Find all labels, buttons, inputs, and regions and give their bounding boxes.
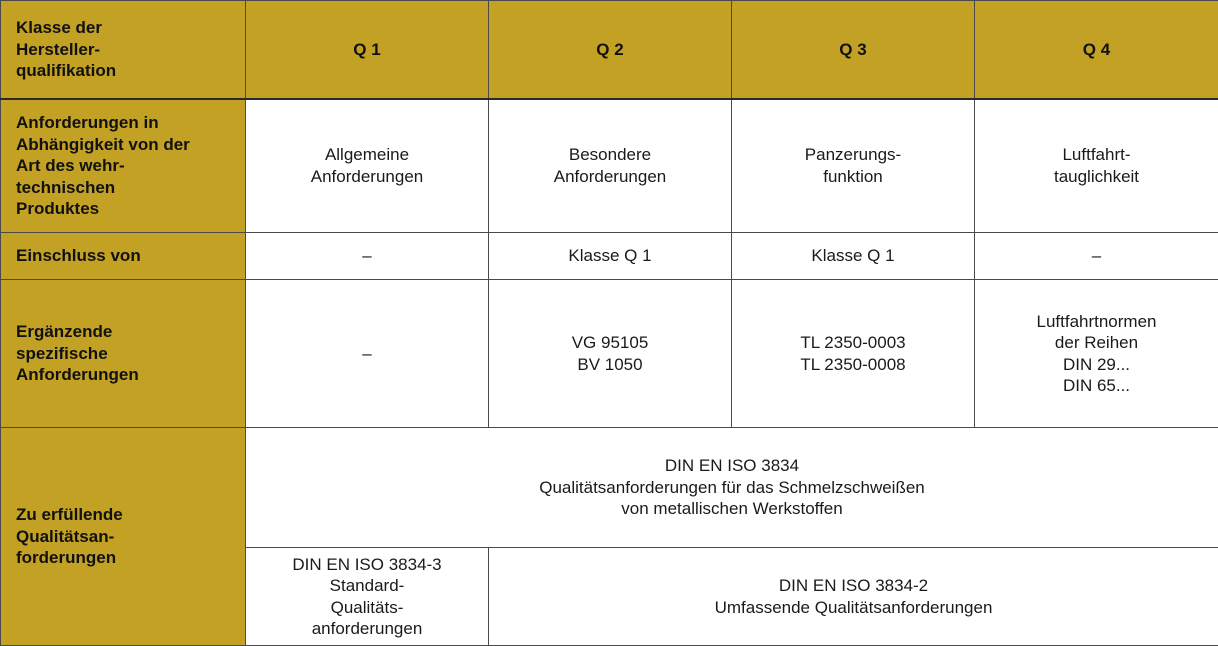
row-einschluss: [1, 233, 1218, 280]
cell-anforderungen-q2: Besondere Anforderungen: [489, 99, 732, 233]
cell-anforderungen-q1: Allgemeine Anforderungen: [246, 99, 489, 233]
cell-einschluss-q4: –: [975, 233, 1218, 280]
cell-anforderungen-q3: Panzerungs- funktion: [732, 99, 975, 233]
cell-einschluss-q2: Klasse Q 1: [489, 233, 732, 280]
cell-qualitaet-all: DIN EN ISO 3834 Qualitätsanforderungen für das Schmelzschweißen von metallischen Werkstoffen: [246, 428, 1218, 548]
cell-ergaenzende-q3: TL 2350-0003 TL 2350-0008: [732, 280, 975, 428]
header-q3: Q 3: [732, 1, 975, 99]
row-label-qualitaet: Zu erfüllende Qualitätsan- forderungen: [1, 428, 246, 646]
cell-ergaenzende-q1: –: [246, 280, 489, 428]
row-label-einschluss: Einschluss von: [1, 233, 246, 280]
header-corner: Klasse der Hersteller- qualifikation: [1, 1, 246, 99]
header-q2: Q 2: [489, 1, 732, 99]
header-q1: Q 1: [246, 1, 489, 99]
row-ergaenzende: [1, 280, 1218, 428]
row-qualitaet-top: [1, 428, 1218, 548]
row-label-ergaenzende: Ergänzende spezifische Anforderungen: [1, 280, 246, 428]
cell-ergaenzende-q4: Luftfahrtnormen der Reihen DIN 29... DIN 65...: [975, 280, 1218, 428]
row-anforderungen: [1, 99, 1218, 233]
cell-qualitaet-q2-q4: DIN EN ISO 3834-2 Umfassende Qualitätsanforderungen: [489, 548, 1218, 646]
header-row: [1, 1, 1218, 99]
cell-anforderungen-q4: Luftfahrt- tauglichkeit: [975, 99, 1218, 233]
cell-einschluss-q1: –: [246, 233, 489, 280]
cell-qualitaet-q1: DIN EN ISO 3834-3 Standard- Qualitäts- anforderungen: [246, 548, 489, 646]
cell-einschluss-q3: Klasse Q 1: [732, 233, 975, 280]
row-label-anforderungen: Anforderungen in Abhängigkeit von der Art des wehr- technischen Produktes: [1, 99, 246, 233]
header-q4: Q 4: [975, 1, 1218, 99]
cell-ergaenzende-q2: VG 95105 BV 1050: [489, 280, 732, 428]
